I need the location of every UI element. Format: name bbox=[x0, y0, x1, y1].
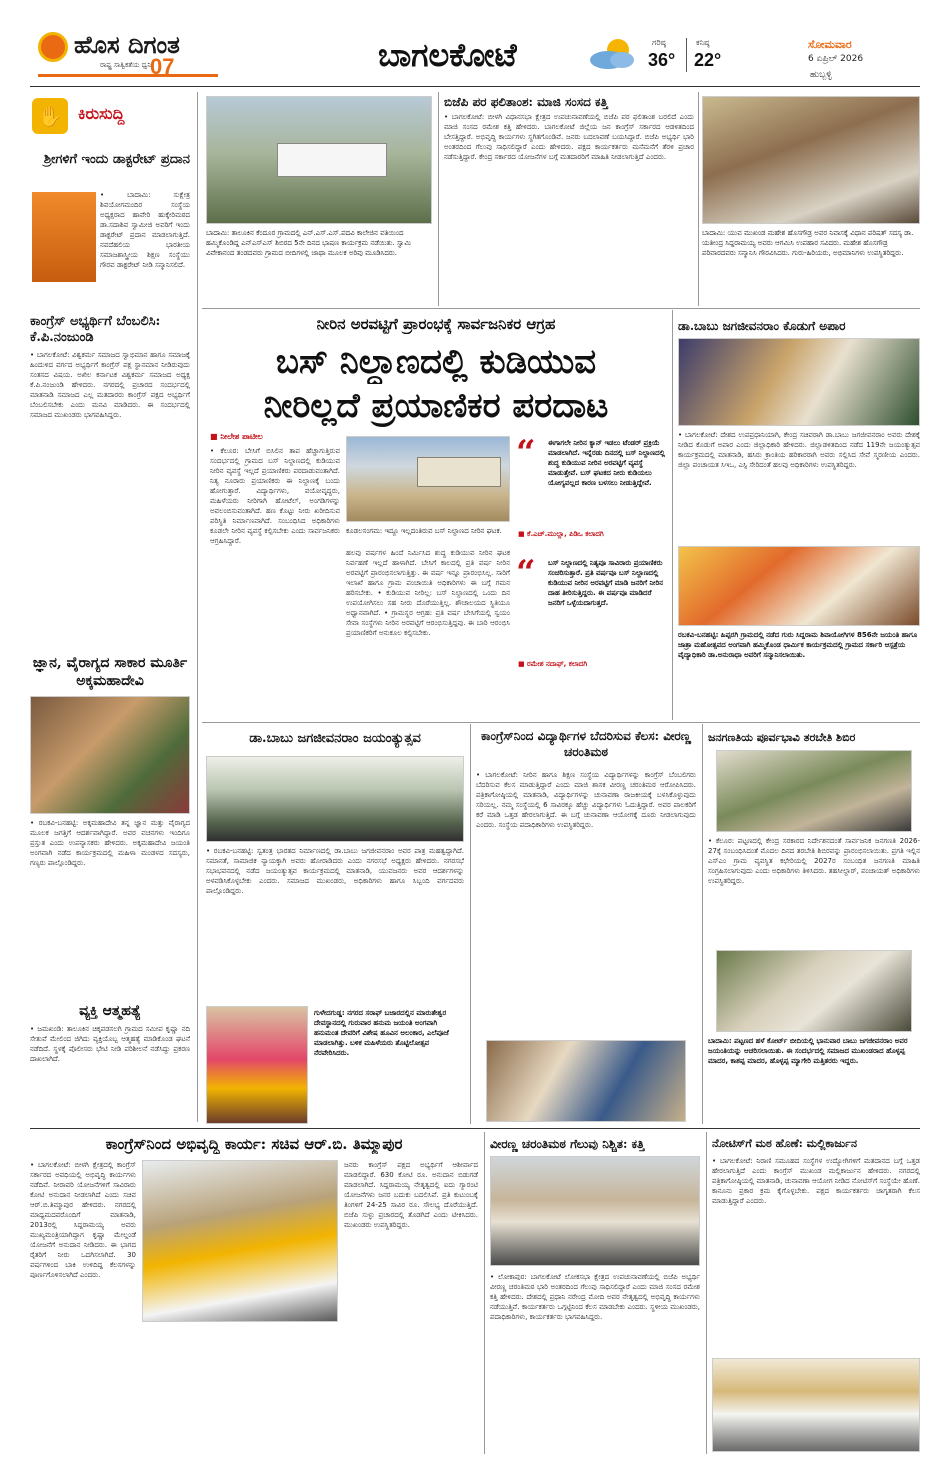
day: ಸೋಮವಾರ bbox=[808, 38, 852, 51]
photo-caption: ರಬಕವಿ-ಬನಹಟ್ಟಿ: ಹಿಪ್ಪರಗಿ ಗ್ರಾಮದಲ್ಲಿ ನಡೆದ ಗುರು ಸಿದ್ದರಾಮ ಶಿವಾಯೋಗಿಗಳ 856ನೇ ಜಯಂತಿ ಹಾಗೂ ಜಾತ್ರಾ ಮಹೋತ್ಸವದ ಅಂಗವಾಗಿ ಹಮ್ಮಿಕೊಂಡ ಧಾರ್ಮಿಕ ಕಾರ್ಯಕ್ರಮದಲ್ಲಿ ಗ್ರಾಮದ ಸರ್ಕಾರಿ ಆಸ್ಪತ್ರೆಯ ವೈದ್ಯಾಧಿಕಾರಿ ಡಾ.ಅನುರಾಧಾ ಅವರಿಗೆ ಸನ್ಮಾನಿಸಲಾಯಿತು. bbox=[678, 631, 918, 659]
weather-icon bbox=[588, 36, 640, 70]
gathering-photo bbox=[30, 696, 190, 814]
story-headline: ಕಾಂಗ್ರೆಸ್‌ನಿಂದ ಅಭಿವೃದ್ಧಿ ಕಾರ್ಯ: ಸಚಿವ ಆರ್.ಬಿ. ತಿಮ್ಮಾಪುರ bbox=[105, 1135, 403, 1153]
quote-mark-icon: “ bbox=[516, 553, 536, 593]
sidebar bbox=[30, 92, 190, 1122]
lead-headline: ನೀರಿಲ್ಲದೆ ಪ್ರಯಾಣಿಕರ ಪರದಾಟ bbox=[263, 386, 609, 426]
column-rule bbox=[484, 1132, 485, 1454]
census-training-photo bbox=[716, 750, 912, 832]
nss-camp-photo bbox=[206, 96, 432, 224]
photo-caption: ಬಾದಾಮಿ: ತಾಲೂಕಿನ ಕೆಂದೂರ ಗ್ರಾಮದಲ್ಲಿ ಎನ್.ಎಸ್.ಎಸ್.ಪದವಿ ಕಾಲೇಜಿನ ವತಿಯಿಂದ ಹಮ್ಮಿಕೊಂಡಿದ್ದ ಎನ್‌ಎಸ್‌ಎಸ್ ಶಿಬಿರದ 5ನೇ ದಿನದ ಭಾಷಣ ಕಾರ್ಯಕ್ರಮ ನಡೆಯಿತು. ಸ್ವಾಮಿ ವಿವೇಕಾನಂದ ತಂಡದವರು ಗ್ರಾಮದ ಬೀದಿಗಳಲ್ಲಿ ಜಾಥಾ ಮೂಲಕ ಅರಿವು ಮೂಡಿಸಿದರು. bbox=[206, 229, 412, 257]
jayanti-event-photo bbox=[206, 756, 464, 842]
sidebar-header bbox=[30, 96, 190, 136]
temp-divider bbox=[686, 38, 687, 72]
story-text: • ಬಾಗಲಕೋಟೆ: ನಿರಾಣಿ ಸಮೂಹದ ಸಂಸ್ಥೆಗಳ ಉದ್ಯೋಗಿಗಳಿಗೆ ಮತದಾನದ ಬಗ್ಗೆ ಒತ್ತಡ ಹೇರಲಾಗುತ್ತಿದೆ ಎಂದು ಕಾಂಗ್ರೆಸ್ ಮುಖಂಡ ಮಲ್ಲಿಕಾರ್ಜುನ ಹೇಳಿದರು. ನಗರದಲ್ಲಿ ಪತ್ರಿಕಾಗೋಷ್ಠಿಯಲ್ಲಿ ಮಾತನಾಡಿ, ಚುನಾವಣಾ ಆಯೋಗ ನೀಡಿದ ನೋಟಿಸ್‌ಗೆ ಸಂಸ್ಥೆಯೇ ಹೊಣೆ. ಕಾನೂನು ಪ್ರಕಾರ ಕ್ರಮ ಕೈಗೊಳ್ಳಬೇಕು. ಪಕ್ಷದ ಕಾರ್ಯಕರ್ತರು ಜಾಗೃತರಾಗಿ ಕೆಲಸ ಮಾಡುತ್ತಿದ್ದಾರೆ ಎಂದರು. bbox=[712, 1157, 920, 1205]
story-text: • ರಬಕವಿ-ಬನಹಟ್ಟಿ: ಸ್ವತಂತ್ರ ಭಾರತದ ನಿರ್ಮಾಣದಲ್ಲಿ ಡಾ.ಬಾಬು ಜಗಜೀವನರಾಂ ಅವರ ಪಾತ್ರ ಮಹತ್ವದ್ದಾಗಿದೆ. ಸಮಾನತೆ, ಸಾಮಾಜಿಕ ನ್ಯಾಯಕ್ಕಾಗಿ ಅವರು ಹೋರಾಡಿದರು ಎಂದು ನಗರಸಭೆ ಅಧ್ಯಕ್ಷರು ಹೇಳಿದರು. ನಗರಸಭೆ ಸಭಾಭವನದಲ್ಲಿ ನಡೆದ ಜಯಂತ್ಯುತ್ಸವ ಕಾರ್ಯಕ್ರಮದಲ್ಲಿ ಮಾತನಾಡಿ, ಯುವಜನರು ಅವರ ಆದರ್ಶಗಳನ್ನು ಅಳವಡಿಸಿಕೊಳ್ಳಬೇಕು ಎಂದರು. ಸಮಾಜದ ಮುಖಂಡರು, ಅಧಿಕಾರಿಗಳು ಹಾಗೂ ಸಿಬ್ಬಂದಿ ವರ್ಗದವರು ಪಾಲ್ಗೊಂಡಿದ್ದರು. bbox=[206, 847, 464, 895]
hipparagi-event-photo bbox=[678, 546, 920, 626]
story-headline: ಬಿಜೆಪಿ ಪರ ಫಲಿತಾಂಶ: ಮಾಜಿ ಸಂಸದ ಕತ್ತಿ bbox=[444, 95, 608, 109]
column-rule bbox=[470, 724, 471, 1124]
story-text: • ಬಾಗಲಕೋಟೆ: ದೇಶದ ಉಪಪ್ರಧಾನಿಯಾಗಿ, ಕೇಂದ್ರ ಸಚಿವರಾಗಿ ಡಾ.ಬಾಬು ಜಗಜೀವನರಾಂ ಅವರು ದೇಶಕ್ಕೆ ನೀಡಿದ ಕೊಡುಗೆ ಅಪಾರ ಎಂದು ಜಿಲ್ಲಾಧಿಕಾರಿ ಹೇಳಿದರು. ಜಿಲ್ಲಾಡಳಿತದಿಂದ ನಡೆದ 119ನೇ ಜಯಂತ್ಯುತ್ಸವ ಕಾರ್ಯಕ್ರಮದಲ್ಲಿ ಮಾತನಾಡಿ, ಹಸಿರು ಕ್ರಾಂತಿಯ ಹರಿಕಾರರಾಗಿ ಅವರು ಸಲ್ಲಿಸಿದ ಸೇವೆ ಸ್ಮರಣೀಯ ಎಂದರು. ಜಿಲ್ಲಾ ಪಂಚಾಯತ ಸಿಇಒ, ಎಸ್ಪಿ ಸೇರಿದಂತೆ ಹಲವು ಅಧಿಕಾರಿಗಳು ಉಪಸ್ಥಿತರಿದ್ದರು. bbox=[678, 431, 920, 469]
max-temp-label: ಗರಿಷ್ಠ bbox=[652, 38, 666, 47]
column-rule bbox=[706, 1132, 707, 1454]
quote-text: ಈಗಾಗಲೇ ನೀರಿನ ಕ್ಯಾನ್ ಇಡಲು ಟೆಂಡರ್ ಪ್ರಕ್ರಿಯೆ ಮಾಡಲಾಗಿದೆ. ಇನ್ನೆರಡು ದಿನದಲ್ಲಿ ಬಸ್ ನಿಲ್ದಾಣದಲ್ಲಿ ಶುದ್ಧ ಕುಡಿಯುವ ನೀರಿನ ಅರವಟ್ಟಿಗೆ ವ್ಯವಸ್ಥೆ ಮಾಡುತ್ತೇವೆ. ಬಸ್ ಘಟಕದ ನೀರು ಕುಡಿಯಲು ಯೋಗ್ಯವಲ್ಲದ ಕಾರಣ ಬಳಸಲು ನೀಡುತ್ತಿದ್ದೇವೆ. bbox=[548, 439, 665, 487]
sidebar-item-text: • ಜಮಖಂಡಿ: ತಾಲೂಕಿನ ಚಿಕ್ಕಪಡಸಲಗಿ ಗ್ರಾಮದ ಸಮೀಪ ಕೃಷ್ಣಾ ನದಿ ಸೇತುವೆ ಮೇಲಿಂದ ಜಿಗಿದು ವ್ಯಕ್ತಿಯೊಬ್ಬ ಆತ್ಮಹತ್ಯೆ ಮಾಡಿಕೊಂಡ ಘಟನೆ ನಡೆದಿದೆ. ಸ್ಥಳಕ್ಕೆ ಪೊಲೀಸರು ಭೇಟಿ ನೀಡಿ ಪರಿಶೀಲನೆ ನಡೆಸಿದ್ದು ಪ್ರಕರಣ ದಾಖಲಾಗಿದೆ. bbox=[30, 1025, 190, 1063]
logo-tagline: ರಾಷ್ಟ್ರ ಸಾತ್ವಿಕತೆಯ ಧ್ವನಿ bbox=[100, 61, 152, 69]
quote-author: ■ ರಮೇಶ ನದಾಫ್, ಕಲಾದಗಿ bbox=[518, 660, 588, 668]
sidebar-item-head: ಜ್ಞಾನ, ವೈರಾಗ್ಯದ ಸಾಕಾರ ಮೂರ್ತಿ ಅಕ್ಕಮಹಾದೇವಿ bbox=[32, 655, 188, 689]
shelter bbox=[417, 457, 501, 487]
masthead-rule bbox=[30, 86, 920, 87]
story-headline: ನೋಟಿಸ್‌ಗೆ ಮಠ ಹೊಣೆ: ಮಲ್ಲಿಕಾರ್ಜುನ bbox=[712, 1137, 857, 1150]
quote-text: ಬಸ್ ನಿಲ್ದಾಣದಲ್ಲಿ ನಿತ್ಯವೂ ಸಾವಿರಾರು ಪ್ರಯಾಣಿಕರು ಸಂಚರಿಸುತ್ತಾರೆ. ಪ್ರತಿ ವರ್ಷವೂ ಬಸ್ ನಿಲ್ದಾಣದಲ್ಲಿ ಕುಡಿಯುವ ನೀರಿನ ಅರವಟ್ಟಿಗೆ ಮಾಡಿ ಜನರಿಗೆ ನೀರಿನ ದಾಹ ತೀರಿಸುತ್ತಿದ್ದರು. ಈ ವರ್ಷವೂ ಮಾಡಿದರೆ ಜನರಿಗೆ ಒಳ್ಳೆಯದಾಗುತ್ತದೆ. bbox=[548, 559, 664, 607]
story-headline: ಡಾ.ಬಾಬು ಜಗಜೀವನರಾಂ ಜಯಂತ್ಯುತ್ಸವ bbox=[249, 731, 421, 746]
column-rule bbox=[698, 92, 699, 306]
sidebar-title: ಕಿರುಸುದ್ದಿ bbox=[78, 104, 125, 123]
logo-text: ಹೊಸ ದಿಗಂತ bbox=[74, 31, 180, 59]
sidebar-item-text: • ಬಾದಾಮಿ: ಸುಕ್ಷೇತ್ರ ಶಿವಯೋಗಮಂದಿರ ಸಂಸ್ಥೆಯ ಅಧ್ಯಕ್ಷರಾದ ಹಾವೇರಿ ಹುಕ್ಕೇರಿಮಠದ ಡಾ.ಸದಾಶಿವ ಸ್ವಾಮೀಜಿ ಅವರಿಗೆ ಇಂದು ಡಾಕ್ಟರೇಟ್ ಪ್ರದಾನ ಮಾಡಲಾಗುತ್ತಿದೆ. ನವದೆಹಲಿಯ ಭಾರತೀಯ ಸಮಾಜಶಾಸ್ತ್ರೀಯ ಶಿಕ್ಷಣ ಸಂಸ್ಥೆಯು ಗೌರವ ಡಾಕ್ಟರೇಟ್ ನೀಡಿ ಸನ್ಮಾನಿಸಲಿದೆ. bbox=[100, 191, 190, 269]
jagjivanram-event-photo bbox=[678, 338, 920, 426]
press-meet-photo bbox=[712, 1358, 920, 1452]
photo-caption: ಬಾದಾಮಿ: ಯುವ ಮುಖಂಡ ಮಹೇಶ ಹೊಸಗೌಡ್ರ ಅವರ ನಿವಾಸಕ್ಕೆ ವಿಧಾನ ಪರಿಷತ್ ಸದಸ್ಯ ಡಾ. ಯತೀಂದ್ರ ಸಿದ್ದರಾಮಯ್ಯ ಅವರು ಆಗಮಿಸಿ ಉಪಹಾರ ಸವಿದರು. ಮಹೇಶ ಹೊಸಗೌಡ್ರ ಪರಿವಾರದವರು ಸನ್ಮಾನಿಸಿ ಗೌರವಿಸಿದರು. ಗುರು-ಹಿರಿಯರು, ಅಭಿಮಾನಿಗಳು ಉಪಸ್ಥಿತರಿದ್ದರು. bbox=[702, 229, 914, 257]
photo-caption: ಕೂಡಲಸಂಗಮ: ಇದ್ದೂ ಇಲ್ಲದಂತಿರುವ ಬಸ್ ನಿಲ್ದಾಣದ ನೀರಿನ ಘಟಕ. bbox=[346, 527, 502, 535]
sidebar-item-head: ಕಾಂಗ್ರೆಸ್ ಅಭ್ಯರ್ಥಿಗೆ ಬೆಂಬಲಿಸಿ: ಕೆ.ಪಿ.ನಂಜುಂಡಿ bbox=[30, 314, 161, 345]
logo-underline bbox=[38, 74, 218, 77]
hand-icon: ✋ bbox=[32, 98, 68, 134]
masthead bbox=[0, 0, 945, 90]
story-text: • ಬಾಗಲಕೋಟೆ: ಬೀಳಗಿ ವಿಧಾನಸಭಾ ಕ್ಷೇತ್ರದ ಉಪಚುನಾವಣೆಯಲ್ಲಿ ಬಿಜೆಪಿ ಪರ ಫಲಿತಾಂಶ ಬರಲಿದೆ ಎಂದು ಮಾಜಿ ಸಂಸದ ರಮೇಶ ಕತ್ತಿ ಹೇಳಿದರು. ಬಾಗಲಕೋಟೆ ಜಿಲ್ಲೆಯ ಜನ ಕಾಂಗ್ರೆಸ್ ಸರ್ಕಾರದ ಆಡಳಿತದಿಂದ ಬೇಸತ್ತಿದ್ದಾರೆ. ಅಭಿವೃದ್ಧಿ ಕಾರ್ಯಗಳು ಸ್ಥಗಿತಗೊಂಡಿವೆ. ಜನರು ಬದಲಾವಣೆ ಬಯಸಿದ್ದಾರೆ. ಬಿಜೆಪಿ ಅಭ್ಯರ್ಥಿ ಭಾರಿ ಅಂತರದಿಂದ ಗೆಲುವು ಸಾಧಿಸಲಿದ್ದಾರೆ ಎಂದು ಹೇಳಿದರು. ಪಕ್ಷದ ಕಾರ್ಯಕರ್ತರು ಮನೆಮನೆಗೆ ತೆರಳಿ ಪ್ರಚಾರ ನಡೆಸುತ್ತಿದ್ದಾರೆ. ಕೇಂದ್ರ ಸರ್ಕಾರದ ಯೋಜನೆಗಳ ಬಗ್ಗೆ ಮತದಾರರಿಗೆ ಮಾಹಿತಿ ನೀಡಲಾಗುತ್ತಿದೆ ಎಂದರು. bbox=[444, 113, 694, 161]
quote-author: ■ ಕೆ.ಎಚ್.ಮುಲ್ಲಾ, ಪಿಡಿಒ ಕಲಾದಗಿ bbox=[518, 530, 604, 538]
sidebar-item-head: ಶ್ರೀಗಳಿಗೆ ಇಂದು ಡಾಕ್ಟರೇಟ್ ಪ್ರದಾನ bbox=[43, 152, 190, 167]
story-text: ಜನರು ಕಾಂಗ್ರೆಸ್ ಪಕ್ಷದ ಅಭ್ಯರ್ಥಿಗೆ ಆಶೀರ್ವಾದ ಮಾಡಲಿದ್ದಾರೆ. 630 ಕೋಟಿ ರೂ. ಅನುದಾನ ಬಿಡುಗಡೆ ಮಾಡಲಾಗಿದೆ. ಸಿದ್ದರಾಮಯ್ಯ ನೇತೃತ್ವದಲ್ಲಿ ಐದು ಗ್ಯಾರಂಟಿ ಯೋಜನೆಗಳು ಜನರ ಬದುಕು ಬದಲಿಸಿವೆ. ಪ್ರತಿ ಕುಟುಂಬಕ್ಕೆ ತಿಂಗಳಿಗೆ 24-25 ಸಾವಿರ ರೂ. ಸೌಲಭ್ಯ ದೊರೆಯುತ್ತಿದೆ. ಬಿಜೆಪಿ ಸುಳ್ಳು ಪ್ರಚಾರದಲ್ಲಿ ತೊಡಗಿದೆ ಎಂದು ಟೀಕಿಸಿದರು. ಮುಖಂಡರು ಉಪಸ್ಥಿತರಿದ್ದರು. bbox=[344, 1161, 478, 1229]
sidebar-item-text: • ಬಾಗಲಕೋಟೆ: ವಿಶ್ವಕರ್ಮ ಸಮಾಜದ ಸ್ವಾಭಿಮಾನ ಹಾಗೂ ಸಮಾಜಕ್ಕೆ ಹಿಂದುಳಿದ ವರ್ಗದ ಅಭ್ಯರ್ಥಿಗೆ ಕಾಂಗ್ರೆಸ್ ಪಕ್ಷ ಸ್ಥಾನಮಾನ ನೀಡಿರುವುದು ಸಂತಸದ ವಿಷಯ. ಅಖಿಲ ಕರ್ನಾಟಕ ವಿಶ್ವಕರ್ಮ ಸಮಾಜದ ಅಧ್ಯಕ್ಷ ಕೆ.ಪಿ.ನಂಜುಂಡಿ ಹೇಳಿದರು. ನಗರದಲ್ಲಿ ಪ್ರಚಾರದ ಸಂದರ್ಭದಲ್ಲಿ ಮಾತನಾಡಿ ಸಮಾಜದ ಎಲ್ಲ ಮತದಾರರು ಕಾಂಗ್ರೆಸ್ ಪಕ್ಷದ ಅಭ್ಯರ್ಥಿಗೆ ಬೆಂಬಲಿಸಬೇಕು ಎಂದು ಮನವಿ ಮಾಡಿದರು. ಈ ಸಂದರ್ಭದಲ್ಲಿ ಸಮಾಜದ ಮುಖಂಡರು ಭಾಗವಹಿಸಿದ್ದರು. bbox=[30, 351, 190, 419]
swamiji-photo bbox=[32, 192, 96, 282]
max-temp: 36° bbox=[648, 50, 676, 70]
row-rule bbox=[30, 1128, 920, 1129]
story-headline: ಜನಗಣತಿಯ ಪೂರ್ವಭಾವಿ ತರಬೇತಿ ಶಿಬಿರ bbox=[708, 731, 856, 744]
column-rule bbox=[702, 724, 703, 1124]
temple-event-photo bbox=[206, 1006, 308, 1124]
min-temp-label: ಕನಿಷ್ಠ bbox=[696, 38, 710, 47]
student-meeting-photo bbox=[486, 1040, 686, 1122]
row-rule bbox=[202, 308, 920, 309]
story-text: • ಬಾಗಲಕೋಟೆ: ನೀರಿನ ಹಾಗೂ ಶಿಕ್ಷಣ ಸಂಸ್ಥೆಯ ವಿದ್ಯಾರ್ಥಿಗಳನ್ನು ಕಾಂಗ್ರೆಸ್ ಬೆಂಬಲಿಗರು ಬೆದರಿಸುವ ಕೆಲಸ ಮಾಡುತ್ತಿದ್ದಾರೆ ಎಂದು ಮಾಜಿ ಶಾಸಕ ವೀರಣ್ಣ ಚರಂತಿಮಠ ಆರೋಪಿಸಿದರು. ಪತ್ರಿಕಾಗೋಷ್ಠಿಯಲ್ಲಿ ಮಾತನಾಡಿ, ವಿದ್ಯಾರ್ಥಿಗಳನ್ನು ಚುನಾವಣಾ ರಾಜಕೀಯಕ್ಕೆ ಬಳಸಿಕೊಳ್ಳುವುದು ಸರಿಯಲ್ಲ. ನಮ್ಮ ಸಂಸ್ಥೆಯಲ್ಲಿ 6 ಸಾವಿರಕ್ಕೂ ಹೆಚ್ಚು ವಿದ್ಯಾರ್ಥಿಗಳು ಓದುತ್ತಿದ್ದಾರೆ. ಅವರ ಪಾಲಕರಿಗೆ ಕರೆ ಮಾಡಿ ಒತ್ತಡ ಹೇರಲಾಗುತ್ತಿದೆ. ಈ ಬಗ್ಗೆ ಚುನಾವಣಾ ಆಯೋಗಕ್ಕೆ ದೂರು ನೀಡಲಾಗುವುದು ಎಂದರು. ಸಂಸ್ಥೆಯ ಪದಾಧಿಕಾರಿಗಳು ಉಪಸ್ಥಿತರಿದ್ದರು. bbox=[476, 771, 696, 829]
quote-mark-icon: “ bbox=[516, 433, 536, 473]
edition-city: ಹುಬ್ಬಳ್ಳಿ bbox=[810, 70, 832, 80]
page-number: 07 bbox=[150, 54, 175, 79]
logo[interactable] bbox=[30, 30, 230, 82]
column-rule bbox=[672, 310, 673, 720]
date: 6 ಏಪ್ರಿಲ್ 2026 bbox=[808, 54, 864, 64]
lead-headline: ಬಸ್ ನಿಲ್ದಾಣದಲ್ಲಿ ಕುಡಿಯುವ bbox=[275, 342, 597, 382]
minister-photo bbox=[142, 1160, 338, 1322]
lead-text: • ಕೆಲೂರ: ಬೇಸಿಗೆ ಬಿಸಿಲಿನ ತಾಪ ಹೆಚ್ಚಾಗುತ್ತಿರುವ ಸಂದರ್ಭದಲ್ಲಿ ಗ್ರಾಮದ ಬಸ್ ನಿಲ್ದಾಣದಲ್ಲಿ ಕುಡಿಯುವ ನೀರಿನ ವ್ಯವಸ್ಥೆ ಇಲ್ಲದೆ ಪ್ರಯಾಣಿಕರು ಪರದಾಡುವಂತಾಗಿದೆ. ನಿತ್ಯ ನೂರಾರು ಪ್ರಯಾಣಿಕರು ಈ ನಿಲ್ದಾಣಕ್ಕೆ ಬಂದು ಹೋಗುತ್ತಾರೆ. ವಿದ್ಯಾರ್ಥಿಗಳು, ವಯೋವೃದ್ಧರು, ಮಹಿಳೆಯರು ನೀರಿಗಾಗಿ ಹೋಟೆಲ್, ಅಂಗಡಿಗಳನ್ನು ಅವಲಂಬಿಸುವಂತಾಗಿದೆ. ಹಣ ಕೊಟ್ಟು ನೀರು ಖರೀದಿಸುವ ಪರಿಸ್ಥಿತಿ ನಿರ್ಮಾಣವಾಗಿದೆ. ಸಂಬಂಧಿಸಿದ ಅಧಿಕಾರಿಗಳು ಕೂಡಲೇ ನೀರಿನ ವ್ಯವಸ್ಥೆ ಕಲ್ಪಿಸಬೇಕು ಎಂದು ಸಾರ್ವಜನಿಕರು ಆಗ್ರಹಿಸಿದ್ದಾರೆ. bbox=[210, 447, 340, 545]
photo-caption: ಗುಳೇದಗುಡ್ಡ: ನಗರದ ಸರಾಫ್ ಬಜಾರದಲ್ಲಿನ ಮಾರುತೇಶ್ವರ ದೇವಸ್ಥಾನದಲ್ಲಿ ಗುರುವಾರ ಹನುಮ ಜಯಂತಿ ಅಂಗವಾಗಿ ಹನುಮಂತ ದೇವರಿಗೆ ವಿಶೇಷ ಹೂವಿನ ಅಲಂಕಾರ, ಎಲೆಪೂಜೆ ಮಾಡಲಾಗಿತ್ತು. ಬಳಿಕ ಮಹಿಳೆಯರು ತೊಟ್ಟಿಲೋತ್ಸವ ನೆರವೇರಿಸಿದರು. bbox=[314, 1009, 449, 1057]
badami-event-photo bbox=[716, 950, 912, 1032]
lead-byline: ■ ನೀಲೇಶ ಪಾಟೀಲ bbox=[210, 432, 263, 441]
section-title: ಬಾಗಲಕೋಟೆ bbox=[378, 36, 517, 74]
story-text: • ಬಾಗಲಕೋಟೆ: ಬೀಳಗಿ ಕ್ಷೇತ್ರದಲ್ಲಿ ಕಾಂಗ್ರೆಸ್ ಸರ್ಕಾರದ ಅವಧಿಯಲ್ಲಿ ಅಭಿವೃದ್ಧಿ ಕಾರ್ಯಗಳು ನಡೆದಿವೆ. ನೀರಾವರಿ ಯೋಜನೆಗಳಿಗೆ ಸಾವಿರಾರು ಕೋಟಿ ಅನುದಾನ ನೀಡಲಾಗಿದೆ ಎಂದು ಸಚಿವ ಆರ್.ಬಿ.ತಿಮ್ಮಾಪುರ ಹೇಳಿದರು. ನಗರದಲ್ಲಿ ಮಾಧ್ಯಮದವರೊಂದಿಗೆ ಮಾತನಾಡಿ, 2013ರಲ್ಲಿ ಸಿದ್ದರಾಮಯ್ಯ ಅವರು ಮುಖ್ಯಮಂತ್ರಿಯಾಗಿದ್ದಾಗ ಕೃಷ್ಣಾ ಮೇಲ್ದಂಡೆ ಯೋಜನೆಗೆ ಅನುದಾನ ನೀಡಿದರು. ಈ ಭಾಗದ ರೈತರಿಗೆ ನೀರು ಒದಗಿಸಲಾಗಿದೆ. 30 ವರ್ಷಗಳಿಂದ ಬಾಕಿ ಉಳಿದಿದ್ದ ಕೆಲಸಗಳನ್ನು ಪೂರ್ಣಗೊಳಿಸಲಾಗಿದೆ ಎಂದರು. bbox=[30, 1161, 136, 1279]
rally-photo bbox=[490, 1156, 700, 1266]
photo-caption: ಬಾದಾಮಿ: ಪಟ್ಟಣದ ಹಳೆ ಕೋರ್ಟ್ ಬೀದಿಯಲ್ಲಿ ಭಾನುವಾರ ಬಾಬು ಜಗಜೀವನರಾಂ ಅವರ ಜಯಂತಿಯನ್ನು ಆಚರಿಸಲಾಯಿತು. ಈ ಸಂದರ್ಭದಲ್ಲಿ ಸಮಾಜದ ಮುಖಂಡರಾದ ಹೊಳ್ಳಪ್ಪ ಮಾದರ, ಕಾಶಪ್ಪ ಮಾದರ, ಹೊಳ್ಳಪ್ಪ ಮ್ಯಾಗೇರಿ ಮತ್ತಿತರರು ಇದ್ದರು. bbox=[708, 1037, 908, 1065]
sidebar-item-head: ವ್ಯಕ್ತಿ ಆತ್ಮಹತ್ಯೆ bbox=[79, 1003, 141, 1019]
logo-emblem-icon bbox=[38, 32, 68, 62]
story-headline: ಕಾಂಗ್ರೆಸ್‌ನಿಂದ ವಿದ್ಯಾರ್ಥಿಗಳ ಬೆದರಿಸುವ ಕೆಲಸ: ವೀರಣ್ಣ ಚರಂತಿಮಠ bbox=[481, 729, 691, 759]
story-text: • ಲೋಕಾಪುರ: ಬಾಗಲಕೋಟೆ ಲೋಕಸಭಾ ಕ್ಷೇತ್ರದ ಉಪಚುನಾವಣೆಯಲ್ಲಿ ಬಿಜೆಪಿ ಅಭ್ಯರ್ಥಿ ವೀರಣ್ಣ ಚರಂತಿಮಠ ಭಾರಿ ಅಂತರದಿಂದ ಗೆಲುವು ಸಾಧಿಸಲಿದ್ದಾರೆ ಎಂದು ಮಾಜಿ ಸಂಸದ ರಮೇಶ ಕತ್ತಿ ಹೇಳಿದರು. ದೇಶದಲ್ಲಿ ಪ್ರಧಾನಿ ನರೇಂದ್ರ ಮೋದಿ ಅವರ ನೇತೃತ್ವದಲ್ಲಿ ಅಭಿವೃದ್ಧಿ ಕಾರ್ಯಗಳು ನಡೆಯುತ್ತಿವೆ. ಕಾರ್ಯಕರ್ತರು ಒಗ್ಗಟ್ಟಿನಿಂದ ಕೆಲಸ ಮಾಡಬೇಕು ಎಂದರು. ಸ್ಥಳೀಯ ಮುಖಂಡರು, ಪದಾಧಿಕಾರಿಗಳು, ಕಾರ್ಯಕರ್ತರು ಭಾಗವಹಿಸಿದ್ದರು. bbox=[490, 1273, 700, 1321]
story-headline: ವೀರಣ್ಣ ಚರಂತಿಮಠ ಗೆಲುವು ನಿಶ್ಚಿತ: ಕತ್ತಿ bbox=[490, 1137, 645, 1151]
lead-kicker: ನೀರಿನ ಅರವಟ್ಟಿಗೆ ಪ್ರಾರಂಭಕ್ಕೆ ಸಾರ್ವಜನಿಕರ ಆಗ್ರಹ bbox=[316, 315, 556, 333]
lead-text: ಹಲವು ವರ್ಷಗಳ ಹಿಂದೆ ನಿರ್ಮಿಸಿದ ಶುದ್ಧ ಕುಡಿಯುವ ನೀರಿನ ಘಟಕ ನಿರ್ವಹಣೆ ಇಲ್ಲದೆ ಹಾಳಾಗಿದೆ. ಬೇಸಿಗೆ ಕಾಲದಲ್ಲಿ ಪ್ರತಿ ವರ್ಷ ನೀರಿನ ಅರವಟ್ಟಿಗೆ ಪ್ರಾರಂಭಿಸಲಾಗುತ್ತಿತ್ತು. ಈ ವರ್ಷ ಇನ್ನೂ ಪ್ರಾರಂಭಿಸಿಲ್ಲ. ಸಾರಿಗೆ ಇಲಾಖೆ ಹಾಗೂ ಗ್ರಾಮ ಪಂಚಾಯಿತಿ ಅಧಿಕಾರಿಗಳು ಈ ಬಗ್ಗೆ ಗಮನ ಹರಿಸಬೇಕು. • ಕುಡಿಯುವ ನೀರಿಲ್ಲ: ಬಸ್ ನಿಲ್ದಾಣದಲ್ಲಿ ಒಂದು ದಿನ ಉಪಯೋಗಿಸಲು ಸಹ ನೀರು ದೊರೆಯುತ್ತಿಲ್ಲ. ಶೌಚಾಲಯದ ಸ್ಥಿತಿಯೂ ಅಧ್ವಾನವಾಗಿದೆ. • ಗ್ರಾಮಸ್ಥರ ಆಗ್ರಹ: ಪ್ರತಿ ವರ್ಷ ಬೇಸಿಗೆಯಲ್ಲಿ ಸ್ವಯಂ ಸೇವಾ ಸಂಸ್ಥೆಗಳು ನೀರಿನ ಅರವಟ್ಟಿಗೆ ಆರಂಭಿಸುತ್ತಿದ್ದವು. ಈ ಬಾರಿ ಆರಂಭಿಸಿ ಪ್ರಯಾಣಿಕರಿಗೆ ಅನುಕೂಲ ಕಲ್ಪಿಸಬೇಕು. bbox=[346, 549, 510, 637]
row-rule bbox=[202, 722, 920, 723]
felicitation-photo bbox=[702, 96, 920, 224]
sidebar-item-text: • ರಬಕವಿ-ಬನಹಟ್ಟಿ: ಅಕ್ಕಮಹಾದೇವಿ ತನ್ನ ಜ್ಞಾನ ಮತ್ತು ವೈರಾಗ್ಯದ ಮೂಲಕ ಜಗತ್ತಿಗೆ ಆದರ್ಶವಾಗಿದ್ದಾರೆ. ಅವರ ವಚನಗಳು ಇಂದಿಗೂ ಪ್ರಸ್ತುತ ಎಂದು ಉಪನ್ಯಾಸಕರು ಹೇಳಿದರು. ಅಕ್ಕಮಹಾದೇವಿ ಜಯಂತಿ ಅಂಗವಾಗಿ ನಡೆದ ಕಾರ್ಯಕ್ರಮದಲ್ಲಿ ಮಹಿಳಾ ಮಂಡಳದ ಸದಸ್ಯರು, ಗಣ್ಯರು ಪಾಲ್ಗೊಂಡಿದ್ದರು. bbox=[30, 819, 190, 867]
story-text: • ಕೆಲೂರ: ಪಟ್ಟಣದಲ್ಲಿ ಕೇಂದ್ರ ಸರಕಾರದ ನಿರ್ದೇಶನದಂತೆ ಸಾರ್ವಜನಿಕ ಜನಗಣತಿ 2026-27ಕ್ಕೆ ಸಂಬಂಧಿಸಿದಂತೆ ಮೊದಲ ದಿನದ ತರಬೇತಿ ಶಿಬಿರವನ್ನು ಪ್ರಾರಂಭಿಸಲಾಯಿತು. ಪ್ರಗತಿ ಇಲ್ಲಿನ ಎಸ್‌ಎಂ ಗ್ರಾಮ ವ್ಯವಸ್ಥಿತ ಕಛೇರಿಯಲ್ಲಿ 2027ರ ಸಂಬಂಧಿತ ಜನಗಣತಿ ಮಾಹಿತಿ ಸಂಗ್ರಹಿಸಲಾಗುವುದು ಎಂದು ಅಧಿಕಾರಿಗಳು ತಿಳಿಸಿದರು. ತಹಸೀಲ್ದಾರ್, ಪಂಚಾಯತ್ ಅಧಿಕಾರಿಗಳು ಉಪಸ್ಥಿತರಿದ್ದರು. bbox=[708, 837, 920, 885]
banner bbox=[277, 143, 387, 177]
story-headline: ಡಾ.ಬಾಬು ಜಗಜೀವನರಾಂ ಕೊಡುಗೆ ಅಪಾರ bbox=[678, 319, 846, 333]
min-temp: 22° bbox=[694, 50, 722, 70]
column-rule bbox=[197, 92, 198, 1122]
column-rule bbox=[438, 92, 439, 306]
bus-stand-photo bbox=[346, 436, 510, 522]
